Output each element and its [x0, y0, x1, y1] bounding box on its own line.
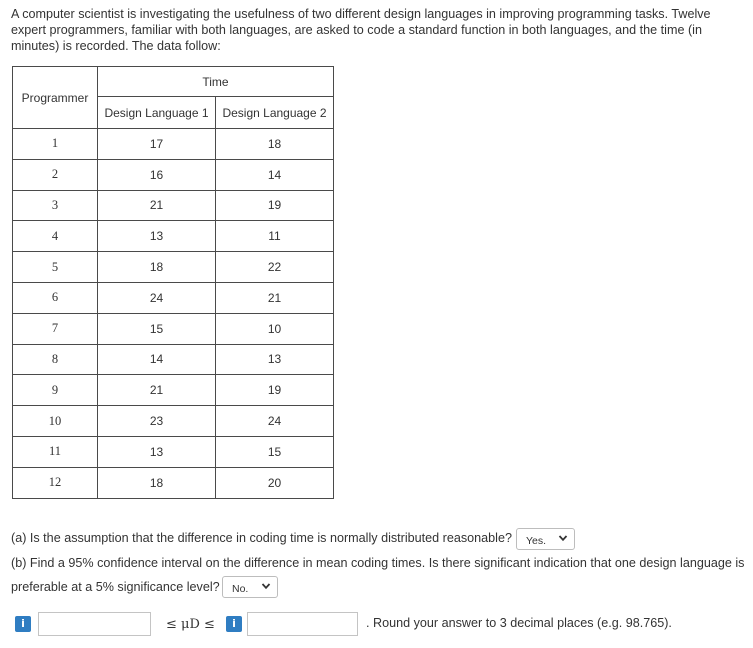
- header-design-language-2: Design Language 2: [216, 97, 334, 129]
- table-row: [13, 129, 334, 160]
- programmer-cell: 11: [13, 436, 98, 467]
- header-design-language-1: Design Language 1: [98, 97, 216, 129]
- dl2-cell: 10: [216, 313, 334, 344]
- table-row: [13, 467, 334, 498]
- dl2-cell: 22: [216, 252, 334, 283]
- dl1-cell: 18: [98, 252, 216, 283]
- programmer-cell: 10: [13, 406, 98, 437]
- table-row: [13, 406, 334, 437]
- programmer-cell: 3: [13, 190, 98, 221]
- table-row: [13, 436, 334, 467]
- lower-bound-input[interactable]: [38, 612, 151, 636]
- problem-intro: A computer scientist is investigating the usefulness of two different design languages in improving programming tasks. Twelve expert programmers, familiar with both languages, are asked to code a standard function in both languages, and the time (in minutes) is recorded. The data follow:: [11, 7, 711, 53]
- dl1-cell: 24: [98, 282, 216, 313]
- dl1-cell: 23: [98, 406, 216, 437]
- programmer-cell: 7: [13, 313, 98, 344]
- programmer-cell: 2: [13, 159, 98, 190]
- dl1-cell: 13: [98, 221, 216, 252]
- upper-bound-input[interactable]: [247, 612, 358, 636]
- dl1-cell: 13: [98, 436, 216, 467]
- rounding-instruction: . Round your answer to 3 decimal places (e.g. 98.765).: [366, 616, 672, 630]
- dl1-cell: 21: [98, 375, 216, 406]
- dl2-cell: 15: [216, 436, 334, 467]
- header-programmer: Programmer: [13, 67, 98, 129]
- programmer-cell: 12: [13, 467, 98, 498]
- question-b-text-line1: (b) Find a 95% confidence interval on the difference in mean coding times. Is there significant indication that one design language is: [11, 556, 745, 570]
- mu-d-expression: ≤ μD ≤: [166, 617, 215, 632]
- programmer-cell: 4: [13, 221, 98, 252]
- dl1-cell: 18: [98, 467, 216, 498]
- programmer-cell: 6: [13, 282, 98, 313]
- table-row: [13, 190, 334, 221]
- significance-answer-select[interactable]: [222, 576, 278, 598]
- dl1-cell: 14: [98, 344, 216, 375]
- significance-selected-value: No.: [232, 583, 249, 595]
- dl1-cell: 16: [98, 159, 216, 190]
- dl2-cell: 18: [216, 129, 334, 160]
- dl2-cell: 20: [216, 467, 334, 498]
- dl2-cell: 11: [216, 221, 334, 252]
- programmer-cell: 9: [13, 375, 98, 406]
- dl2-cell: 19: [216, 190, 334, 221]
- normality-selected-value: Yes.: [526, 535, 547, 547]
- header-time: Time: [98, 67, 334, 97]
- dl1-cell: 21: [98, 190, 216, 221]
- table-row: [13, 282, 334, 313]
- dl2-cell: 14: [216, 159, 334, 190]
- programmer-cell: 1: [13, 129, 98, 160]
- question-b-text-line2: preferable at a 5% significance level?: [11, 580, 220, 594]
- programmer-cell: 5: [13, 252, 98, 283]
- chevron-down-icon: [558, 533, 568, 543]
- dl1-cell: 17: [98, 129, 216, 160]
- info-icon[interactable]: i: [226, 616, 242, 632]
- normality-answer-select[interactable]: [516, 528, 575, 550]
- question-a-text: (a) Is the assumption that the difference in coding time is normally distributed reasonable?: [11, 531, 512, 545]
- dl2-cell: 21: [216, 282, 334, 313]
- dl2-cell: 13: [216, 344, 334, 375]
- dl1-cell: 15: [98, 313, 216, 344]
- table-row: [13, 344, 334, 375]
- info-icon[interactable]: i: [15, 616, 31, 632]
- data-table: [12, 66, 334, 499]
- dl2-cell: 19: [216, 375, 334, 406]
- programmer-cell: 8: [13, 344, 98, 375]
- table-row: [13, 313, 334, 344]
- table-row: [13, 221, 334, 252]
- chevron-down-icon: [261, 581, 271, 591]
- table-row: [13, 159, 334, 190]
- table-row: [13, 375, 334, 406]
- dl2-cell: 24: [216, 406, 334, 437]
- table-row: [13, 252, 334, 283]
